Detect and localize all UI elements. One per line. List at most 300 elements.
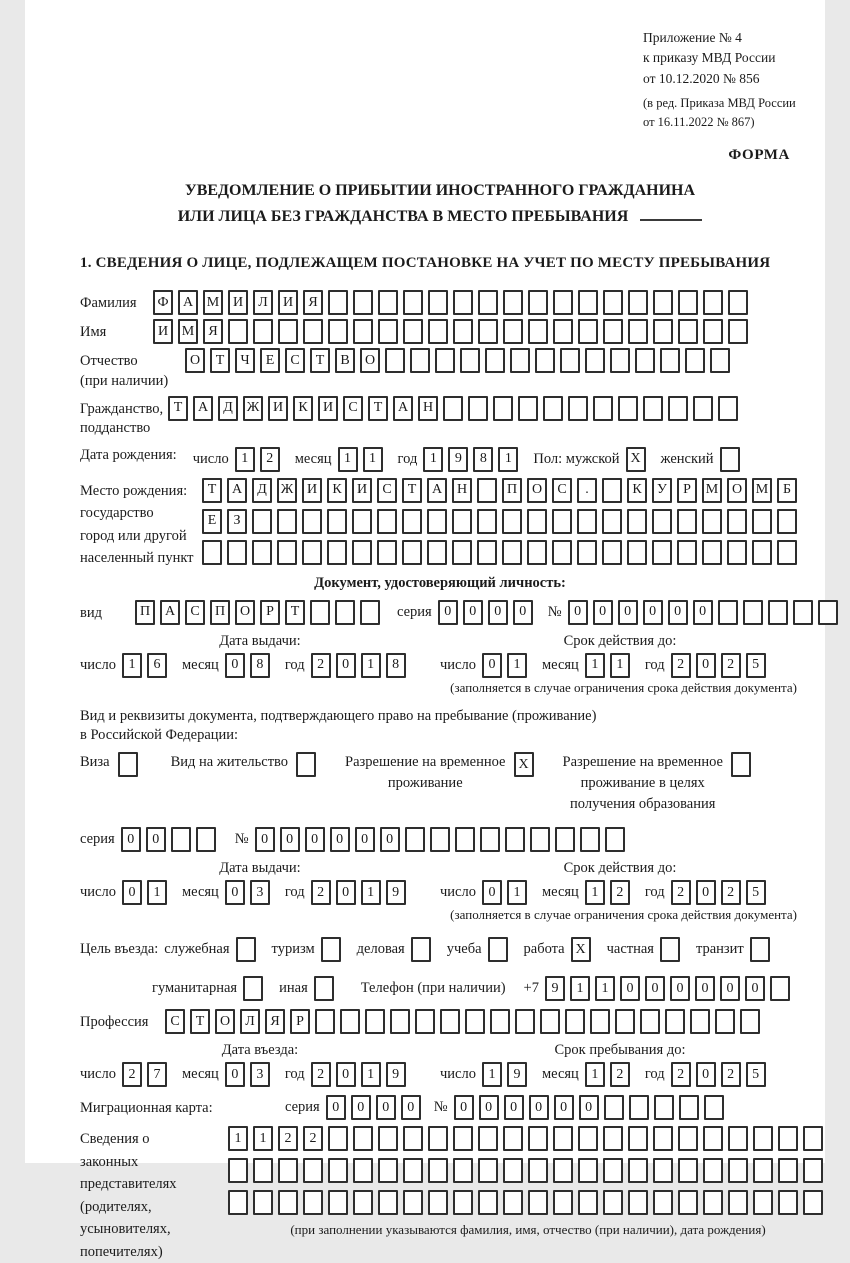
char-cell[interactable] xyxy=(527,540,547,565)
char-cell[interactable] xyxy=(243,976,263,1001)
char-cell[interactable]: 3 xyxy=(250,880,270,905)
char-cell[interactable] xyxy=(427,509,447,534)
char-cell[interactable] xyxy=(743,600,763,625)
char-cell[interactable] xyxy=(628,319,648,344)
char-cell[interactable]: И xyxy=(352,478,372,503)
char-cell[interactable] xyxy=(252,540,272,565)
char-cell[interactable] xyxy=(610,348,630,373)
char-cell[interactable] xyxy=(452,540,472,565)
char-cell[interactable]: Л xyxy=(240,1009,260,1034)
char-cell[interactable] xyxy=(752,540,772,565)
char-cell[interactable] xyxy=(478,290,498,315)
char-cell[interactable]: 2 xyxy=(311,880,331,905)
char-cell[interactable]: 0 xyxy=(438,600,458,625)
char-cell[interactable]: 0 xyxy=(696,1062,716,1087)
char-cell[interactable] xyxy=(728,1190,748,1215)
char-cell[interactable]: И xyxy=(302,478,322,503)
char-cell[interactable] xyxy=(678,319,698,344)
char-cell[interactable]: 8 xyxy=(473,447,493,472)
char-cell[interactable] xyxy=(377,540,397,565)
char-cell[interactable] xyxy=(728,1158,748,1183)
char-cell[interactable] xyxy=(453,1126,473,1151)
char-cell[interactable]: А xyxy=(427,478,447,503)
char-cell[interactable] xyxy=(328,1158,348,1183)
char-cell[interactable]: 0 xyxy=(255,827,275,852)
char-cell[interactable] xyxy=(678,1158,698,1183)
char-cell[interactable] xyxy=(302,540,322,565)
char-cell[interactable]: 0 xyxy=(579,1095,599,1120)
char-cell[interactable] xyxy=(593,396,613,421)
char-cell[interactable]: 0 xyxy=(482,653,502,678)
char-cell[interactable] xyxy=(603,1126,623,1151)
char-cell[interactable] xyxy=(315,1009,335,1034)
char-cell[interactable] xyxy=(677,540,697,565)
char-cell[interactable]: Ч xyxy=(235,348,255,373)
char-cell[interactable]: 0 xyxy=(668,600,688,625)
char-cell[interactable] xyxy=(402,540,422,565)
char-cell[interactable]: 0 xyxy=(720,976,740,1001)
char-cell[interactable]: О xyxy=(360,348,380,373)
char-cell[interactable] xyxy=(453,290,473,315)
char-cell[interactable] xyxy=(703,1190,723,1215)
char-cell[interactable] xyxy=(335,600,355,625)
char-cell[interactable] xyxy=(530,827,550,852)
char-cell[interactable] xyxy=(652,509,672,534)
char-cell[interactable]: 0 xyxy=(670,976,690,1001)
char-cell[interactable]: 1 xyxy=(507,653,527,678)
char-cell[interactable] xyxy=(503,319,523,344)
char-cell[interactable] xyxy=(236,937,256,962)
char-cell[interactable]: Ж xyxy=(277,478,297,503)
char-cell[interactable]: Д xyxy=(218,396,238,421)
char-cell[interactable] xyxy=(415,1009,435,1034)
char-cell[interactable]: 8 xyxy=(386,653,406,678)
char-cell[interactable]: 1 xyxy=(498,447,518,472)
char-cell[interactable] xyxy=(702,540,722,565)
char-cell[interactable] xyxy=(578,1126,598,1151)
char-cell[interactable]: Ж xyxy=(243,396,263,421)
char-cell[interactable] xyxy=(440,1009,460,1034)
char-cell[interactable] xyxy=(228,319,248,344)
char-cell[interactable] xyxy=(578,319,598,344)
char-cell[interactable] xyxy=(677,509,697,534)
char-cell[interactable]: А xyxy=(393,396,413,421)
char-cell[interactable]: Д xyxy=(252,478,272,503)
char-cell[interactable]: 2 xyxy=(721,653,741,678)
char-cell[interactable]: X xyxy=(514,752,534,777)
char-cell[interactable]: А xyxy=(193,396,213,421)
char-cell[interactable]: 0 xyxy=(225,1062,245,1087)
char-cell[interactable]: 1 xyxy=(228,1126,248,1151)
char-cell[interactable]: 0 xyxy=(513,600,533,625)
char-cell[interactable]: 1 xyxy=(585,653,605,678)
char-cell[interactable] xyxy=(310,600,330,625)
char-cell[interactable] xyxy=(196,827,216,852)
char-cell[interactable] xyxy=(321,937,341,962)
char-cell[interactable] xyxy=(465,1009,485,1034)
char-cell[interactable]: Т xyxy=(368,396,388,421)
char-cell[interactable] xyxy=(602,509,622,534)
char-cell[interactable] xyxy=(603,1190,623,1215)
char-cell[interactable] xyxy=(502,540,522,565)
char-cell[interactable] xyxy=(585,348,605,373)
char-cell[interactable] xyxy=(628,1126,648,1151)
char-cell[interactable] xyxy=(777,540,797,565)
char-cell[interactable] xyxy=(528,1126,548,1151)
char-cell[interactable]: 1 xyxy=(507,880,527,905)
char-cell[interactable]: 0 xyxy=(696,653,716,678)
char-cell[interactable]: 0 xyxy=(463,600,483,625)
char-cell[interactable] xyxy=(555,827,575,852)
char-cell[interactable] xyxy=(385,348,405,373)
char-cell[interactable]: 1 xyxy=(338,447,358,472)
char-cell[interactable] xyxy=(668,396,688,421)
char-cell[interactable] xyxy=(653,1158,673,1183)
char-cell[interactable] xyxy=(679,1095,699,1120)
char-cell[interactable] xyxy=(360,600,380,625)
char-cell[interactable]: 2 xyxy=(260,447,280,472)
char-cell[interactable] xyxy=(328,1126,348,1151)
char-cell[interactable] xyxy=(727,509,747,534)
char-cell[interactable] xyxy=(715,1009,735,1034)
char-cell[interactable] xyxy=(228,1190,248,1215)
char-cell[interactable]: 1 xyxy=(570,976,590,1001)
char-cell[interactable] xyxy=(252,509,272,534)
char-cell[interactable] xyxy=(540,1009,560,1034)
char-cell[interactable]: 1 xyxy=(361,653,381,678)
char-cell[interactable] xyxy=(635,348,655,373)
char-cell[interactable] xyxy=(303,1190,323,1215)
char-cell[interactable] xyxy=(435,348,455,373)
char-cell[interactable] xyxy=(803,1158,823,1183)
char-cell[interactable]: М xyxy=(178,319,198,344)
char-cell[interactable] xyxy=(277,509,297,534)
char-cell[interactable]: Н xyxy=(418,396,438,421)
char-cell[interactable]: А xyxy=(227,478,247,503)
char-cell[interactable] xyxy=(793,600,813,625)
char-cell[interactable]: 0 xyxy=(280,827,300,852)
char-cell[interactable] xyxy=(443,396,463,421)
char-cell[interactable]: 0 xyxy=(401,1095,421,1120)
char-cell[interactable]: 2 xyxy=(721,880,741,905)
char-cell[interactable] xyxy=(602,478,622,503)
char-cell[interactable]: С xyxy=(552,478,572,503)
char-cell[interactable] xyxy=(602,540,622,565)
char-cell[interactable]: К xyxy=(293,396,313,421)
char-cell[interactable] xyxy=(660,937,680,962)
char-cell[interactable] xyxy=(653,319,673,344)
char-cell[interactable] xyxy=(314,976,334,1001)
char-cell[interactable] xyxy=(553,319,573,344)
char-cell[interactable] xyxy=(727,540,747,565)
char-cell[interactable] xyxy=(428,290,448,315)
char-cell[interactable] xyxy=(352,509,372,534)
char-cell[interactable] xyxy=(227,540,247,565)
char-cell[interactable] xyxy=(768,600,788,625)
char-cell[interactable] xyxy=(505,827,525,852)
char-cell[interactable] xyxy=(553,290,573,315)
char-cell[interactable] xyxy=(728,290,748,315)
char-cell[interactable]: П xyxy=(135,600,155,625)
char-cell[interactable]: 0 xyxy=(355,827,375,852)
char-cell[interactable] xyxy=(690,1009,710,1034)
char-cell[interactable]: 2 xyxy=(671,880,691,905)
char-cell[interactable] xyxy=(328,319,348,344)
char-cell[interactable]: Р xyxy=(677,478,697,503)
char-cell[interactable] xyxy=(604,1095,624,1120)
char-cell[interactable] xyxy=(528,1190,548,1215)
char-cell[interactable] xyxy=(478,1190,498,1215)
char-cell[interactable]: 0 xyxy=(454,1095,474,1120)
char-cell[interactable]: Б xyxy=(777,478,797,503)
char-cell[interactable]: 0 xyxy=(593,600,613,625)
char-cell[interactable]: Т xyxy=(402,478,422,503)
char-cell[interactable] xyxy=(685,348,705,373)
char-cell[interactable]: 9 xyxy=(386,880,406,905)
char-cell[interactable]: 2 xyxy=(311,653,331,678)
char-cell[interactable]: Я xyxy=(265,1009,285,1034)
char-cell[interactable]: 0 xyxy=(643,600,663,625)
char-cell[interactable] xyxy=(628,290,648,315)
char-cell[interactable]: И xyxy=(268,396,288,421)
char-cell[interactable]: И xyxy=(318,396,338,421)
char-cell[interactable] xyxy=(328,1190,348,1215)
char-cell[interactable]: З xyxy=(227,509,247,534)
char-cell[interactable] xyxy=(553,1126,573,1151)
char-cell[interactable]: П xyxy=(502,478,522,503)
char-cell[interactable] xyxy=(778,1126,798,1151)
char-cell[interactable] xyxy=(718,600,738,625)
char-cell[interactable]: С xyxy=(285,348,305,373)
char-cell[interactable]: Я xyxy=(303,290,323,315)
char-cell[interactable]: 1 xyxy=(585,1062,605,1087)
char-cell[interactable]: 0 xyxy=(529,1095,549,1120)
char-cell[interactable]: Т xyxy=(190,1009,210,1034)
char-cell[interactable] xyxy=(720,447,740,472)
char-cell[interactable] xyxy=(565,1009,585,1034)
char-cell[interactable] xyxy=(430,827,450,852)
char-cell[interactable] xyxy=(603,319,623,344)
char-cell[interactable]: Т xyxy=(210,348,230,373)
char-cell[interactable] xyxy=(503,1158,523,1183)
char-cell[interactable]: 0 xyxy=(695,976,715,1001)
char-cell[interactable] xyxy=(618,396,638,421)
char-cell[interactable] xyxy=(643,396,663,421)
char-cell[interactable]: 9 xyxy=(507,1062,527,1087)
char-cell[interactable] xyxy=(405,827,425,852)
char-cell[interactable] xyxy=(303,319,323,344)
char-cell[interactable]: 0 xyxy=(568,600,588,625)
char-cell[interactable]: К xyxy=(327,478,347,503)
char-cell[interactable] xyxy=(253,1190,273,1215)
char-cell[interactable] xyxy=(378,1126,398,1151)
char-cell[interactable] xyxy=(477,478,497,503)
char-cell[interactable]: Л xyxy=(253,290,273,315)
char-cell[interactable]: Т xyxy=(285,600,305,625)
char-cell[interactable] xyxy=(568,396,588,421)
char-cell[interactable] xyxy=(678,1126,698,1151)
char-cell[interactable] xyxy=(652,540,672,565)
char-cell[interactable]: 0 xyxy=(618,600,638,625)
char-cell[interactable]: 0 xyxy=(305,827,325,852)
char-cell[interactable]: 9 xyxy=(448,447,468,472)
char-cell[interactable]: 1 xyxy=(363,447,383,472)
char-cell[interactable] xyxy=(553,1158,573,1183)
char-cell[interactable] xyxy=(653,1190,673,1215)
char-cell[interactable]: 2 xyxy=(278,1126,298,1151)
char-cell[interactable]: 1 xyxy=(235,447,255,472)
char-cell[interactable] xyxy=(702,509,722,534)
char-cell[interactable]: 1 xyxy=(595,976,615,1001)
char-cell[interactable]: 0 xyxy=(645,976,665,1001)
char-cell[interactable] xyxy=(528,1158,548,1183)
char-cell[interactable] xyxy=(578,290,598,315)
char-cell[interactable] xyxy=(118,752,138,777)
char-cell[interactable] xyxy=(818,600,838,625)
char-cell[interactable]: И xyxy=(228,290,248,315)
char-cell[interactable]: 9 xyxy=(545,976,565,1001)
char-cell[interactable] xyxy=(627,540,647,565)
char-cell[interactable] xyxy=(503,1126,523,1151)
char-cell[interactable] xyxy=(552,509,572,534)
char-cell[interactable] xyxy=(665,1009,685,1034)
char-cell[interactable] xyxy=(704,1095,724,1120)
char-cell[interactable] xyxy=(452,509,472,534)
char-cell[interactable]: 5 xyxy=(746,1062,766,1087)
char-cell[interactable] xyxy=(403,1158,423,1183)
char-cell[interactable] xyxy=(731,752,751,777)
char-cell[interactable]: 0 xyxy=(326,1095,346,1120)
char-cell[interactable] xyxy=(460,348,480,373)
char-cell[interactable]: 0 xyxy=(693,600,713,625)
char-cell[interactable] xyxy=(703,1158,723,1183)
char-cell[interactable]: О xyxy=(727,478,747,503)
char-cell[interactable]: С xyxy=(377,478,397,503)
char-cell[interactable]: 0 xyxy=(479,1095,499,1120)
char-cell[interactable] xyxy=(378,1190,398,1215)
char-cell[interactable] xyxy=(628,1190,648,1215)
char-cell[interactable] xyxy=(478,1158,498,1183)
char-cell[interactable] xyxy=(710,348,730,373)
char-cell[interactable]: 6 xyxy=(147,653,167,678)
char-cell[interactable] xyxy=(378,1158,398,1183)
char-cell[interactable] xyxy=(578,1190,598,1215)
char-cell[interactable]: 0 xyxy=(121,827,141,852)
char-cell[interactable]: О xyxy=(527,478,547,503)
char-cell[interactable] xyxy=(228,1158,248,1183)
char-cell[interactable] xyxy=(296,752,316,777)
char-cell[interactable]: А xyxy=(178,290,198,315)
char-cell[interactable] xyxy=(703,319,723,344)
char-cell[interactable] xyxy=(718,396,738,421)
char-cell[interactable]: М xyxy=(702,478,722,503)
char-cell[interactable]: 2 xyxy=(311,1062,331,1087)
char-cell[interactable] xyxy=(752,509,772,534)
char-cell[interactable]: 0 xyxy=(696,880,716,905)
char-cell[interactable]: 9 xyxy=(386,1062,406,1087)
char-cell[interactable] xyxy=(528,319,548,344)
char-cell[interactable] xyxy=(403,1190,423,1215)
char-cell[interactable]: 0 xyxy=(146,827,166,852)
char-cell[interactable] xyxy=(378,319,398,344)
char-cell[interactable] xyxy=(428,1126,448,1151)
char-cell[interactable]: Т xyxy=(168,396,188,421)
char-cell[interactable]: X xyxy=(626,447,646,472)
char-cell[interactable]: 1 xyxy=(361,880,381,905)
char-cell[interactable] xyxy=(377,509,397,534)
char-cell[interactable] xyxy=(753,1190,773,1215)
char-cell[interactable]: 0 xyxy=(351,1095,371,1120)
char-cell[interactable] xyxy=(678,1190,698,1215)
char-cell[interactable] xyxy=(353,290,373,315)
char-cell[interactable] xyxy=(278,1190,298,1215)
char-cell[interactable] xyxy=(653,290,673,315)
char-cell[interactable] xyxy=(678,290,698,315)
char-cell[interactable] xyxy=(577,509,597,534)
char-cell[interactable] xyxy=(560,348,580,373)
char-cell[interactable] xyxy=(453,1190,473,1215)
char-cell[interactable]: К xyxy=(627,478,647,503)
char-cell[interactable]: 0 xyxy=(504,1095,524,1120)
char-cell[interactable]: Р xyxy=(290,1009,310,1034)
char-cell[interactable] xyxy=(327,509,347,534)
char-cell[interactable]: Р xyxy=(260,600,280,625)
char-cell[interactable]: М xyxy=(203,290,223,315)
char-cell[interactable] xyxy=(803,1190,823,1215)
char-cell[interactable] xyxy=(410,348,430,373)
char-cell[interactable] xyxy=(390,1009,410,1034)
char-cell[interactable] xyxy=(603,290,623,315)
char-cell[interactable]: Е xyxy=(260,348,280,373)
char-cell[interactable] xyxy=(277,540,297,565)
char-cell[interactable]: 8 xyxy=(250,653,270,678)
char-cell[interactable]: 0 xyxy=(620,976,640,1001)
char-cell[interactable] xyxy=(328,290,348,315)
char-cell[interactable]: 0 xyxy=(376,1095,396,1120)
char-cell[interactable]: 0 xyxy=(488,600,508,625)
char-cell[interactable]: 1 xyxy=(147,880,167,905)
char-cell[interactable]: 5 xyxy=(746,880,766,905)
char-cell[interactable] xyxy=(428,1158,448,1183)
char-cell[interactable]: А xyxy=(160,600,180,625)
char-cell[interactable]: 2 xyxy=(122,1062,142,1087)
char-cell[interactable]: . xyxy=(577,478,597,503)
char-cell[interactable] xyxy=(468,396,488,421)
char-cell[interactable] xyxy=(543,396,563,421)
char-cell[interactable]: 2 xyxy=(303,1126,323,1151)
char-cell[interactable] xyxy=(253,1158,273,1183)
char-cell[interactable] xyxy=(528,290,548,315)
char-cell[interactable]: Т xyxy=(310,348,330,373)
char-cell[interactable] xyxy=(553,1190,573,1215)
char-cell[interactable] xyxy=(353,1126,373,1151)
char-cell[interactable] xyxy=(278,319,298,344)
char-cell[interactable] xyxy=(340,1009,360,1034)
char-cell[interactable] xyxy=(427,540,447,565)
char-cell[interactable] xyxy=(478,1126,498,1151)
char-cell[interactable] xyxy=(653,1126,673,1151)
char-cell[interactable] xyxy=(590,1009,610,1034)
char-cell[interactable] xyxy=(253,319,273,344)
char-cell[interactable] xyxy=(627,509,647,534)
char-cell[interactable]: 1 xyxy=(361,1062,381,1087)
char-cell[interactable] xyxy=(327,540,347,565)
char-cell[interactable] xyxy=(640,1009,660,1034)
char-cell[interactable]: И xyxy=(278,290,298,315)
char-cell[interactable] xyxy=(778,1190,798,1215)
char-cell[interactable] xyxy=(740,1009,760,1034)
char-cell[interactable] xyxy=(493,396,513,421)
